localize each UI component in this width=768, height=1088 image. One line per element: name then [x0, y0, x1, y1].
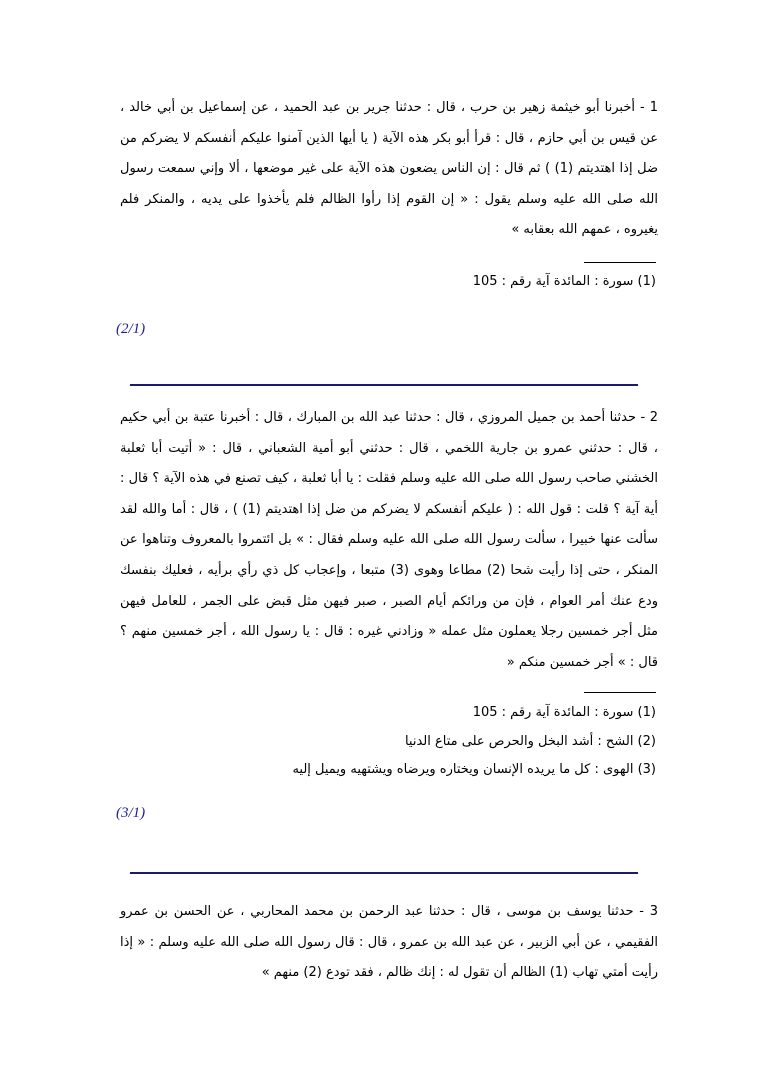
footnote-1-1: (1) سورة : المائدة آية رقم : 105 [472, 274, 656, 289]
hadith-1-text: 1 - أخبرنا أبو خيثمة زهير بن حرب ، قال : حدثنا جرير بن عبد الحميد ، عن إسماعيل بن أبي خالد ، عن قيس بن أبي حازم ، قال : قرأ أبو بكر هذه الآية ( يا أيها الذين آمنوا عليكم أنفسكم لا يضركم من ضل إذا اهتديتم (1) ) ثم قال : إن الناس يضعون هذه الآية على غير موضعها ، ألا وإني سمعت رسول الله صلى الله عليه وسلم يقول : « إن القوم إذا رأوا الظالم فلم يأخذوا على يديه ، والمنكر فلم يغيروه ، عمهم الله بعقابه » [120, 100, 658, 238]
footnote-2-3: (3) الهوى : كل ما يريده الإنسان ويختاره ويرضاه ويشتهيه ويميل إليه [292, 762, 656, 777]
section-divider-1 [130, 384, 638, 386]
page-mark-1: (2/1) [116, 321, 146, 337]
footnote-separator-1 [584, 262, 656, 263]
footnotes-2 [120, 699, 656, 785]
section-divider-2 [130, 872, 638, 874]
footnotes-1 [120, 268, 656, 297]
footnote-2-1: (1) سورة : المائدة آية رقم : 105 [472, 705, 656, 720]
footnote-separator-2 [584, 692, 656, 693]
footnote-2-2: (2) الشح : أشد البخل والحرص على متاع الدنيا [404, 733, 656, 749]
hadith-3-text: 3 - حدثنا يوسف بن موسى ، قال : حدثنا عبد الرحمن بن محمد المحاربي ، عن الحسن بن عمرو الفقيمي ، عن أبي الزبير ، عن عبد الله بن عمرو ، قال : قال رسول الله صلى الله عليه وسلم : « إذا رأيت أمتي تهاب (1) الظالم أن تقول له : إنك ظالم ، فقد تودع (2) منهم » [120, 904, 658, 981]
page-mark-2: (3/1) [116, 805, 146, 821]
hadith-2-text: 2 - حدثنا أحمد بن جميل المروزي ، قال : حدثنا عبد الله بن المبارك ، قال : أخبرنا عتبة بن أبي حكيم ، قال : حدثني عمرو بن جارية اللخمي ، قال : حدثني أبو أمية الشعباني ، قال : « أتيت أبا ثعلبة الخشني صاحب رسول الله صلى الله عليه وسلم فقلت : يا أبا ثعلبة ، كيف تصنع في هذه الآية ؟ قال : أية آية ؟ قلت : قول الله : ( عليكم أنفسكم لا يضركم من ضل إذا اهتديتم (1) ) ، قال : أما والله لقد سألت عنها خبيرا ، سألت رسول الله صلى الله عليه وسلم فقال : » بل ائتمروا بالمعروف وتناهوا عن المنكر ، حتى إذا رأيت شحا (2) مطاعا وهوى (3) متبعا ، وإعجاب كل ذي رأي برأيه ، فعليك بنفسك ودع عنك أمر العوام ، فإن من ورائكم أيام الصبر ، صبر فيهن مثل قبض على الجمر ، للعامل فيهن مثل أجر خمسين رجلا يعملون مثل عمله « وزادني غيره : قال : يا رسول الله ، أجر خمسين منهم ؟ قال : » أجر خمسين منكم « [120, 410, 659, 670]
